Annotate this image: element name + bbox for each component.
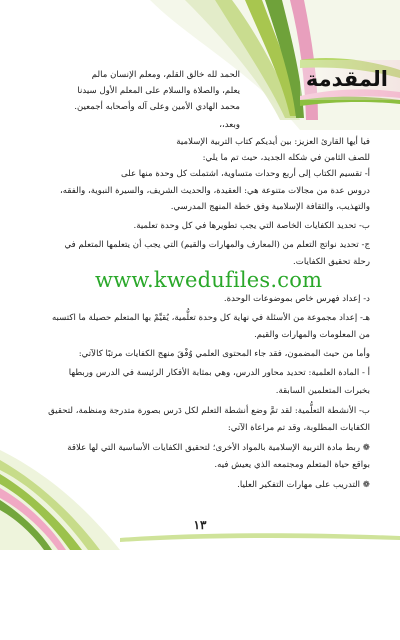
text-line: ج- تحديد نواتج التعلم من (المعارف والمهارات والقيم) التي يجب أن يتعلمها المتعلم في: [64, 240, 370, 250]
decorative-swirl-bottom: [0, 440, 400, 560]
text-line: يعلم، والصلاة والسلام على المعلم الأول سيدنا: [77, 86, 240, 96]
text-line: بخبرات المتعلمين السابقة.: [275, 386, 370, 396]
text-line: وأما من حيث المضمون، فقد جاء المحتوى العلمي وُفْقَ منهج الكفايات مرتبًا كالآتي:: [78, 349, 370, 359]
watermark: www.kwedufiles.com: [95, 268, 323, 292]
text-line: رحلة تحقيق الكفايات.: [293, 257, 370, 267]
text-line: والتهذيب، والثقافة الإسلامية وفق خطة المنهج المدرسي.: [170, 202, 370, 212]
blank-area: [0, 560, 400, 640]
text-line: ب- تحديد الكفايات الخاصة التي يجب تطويرها في كل وحدة تعلمية.: [133, 221, 370, 231]
text-line: دروس عدة من مجالات متنوعة هي: العقيدة، والحديث الشريف، والسيرة النبوية، والفقه،: [60, 186, 370, 196]
text-line: بواقع حياة المتعلم ومجتمعه الذي يعيش فيه.: [214, 460, 370, 470]
text-line: محمد الهادي الأمين وعلى آله وأصحابه أجمعين.: [74, 102, 240, 112]
text-line: الكفايات المطلوبة، وقد تم مراعاة الآتي:: [227, 423, 370, 433]
text-line: للصف الثامن في شكله الجديد، حيث تم ما يلي:: [202, 153, 370, 163]
text-line: ب- الأنشطة التعلُّمية: لقد تمَّ وضع أنشطة التعلم لكل دَرس بصورة متدرجة ومنظمة، لتحقيق: [48, 406, 370, 416]
text-line: فيا أيها القارئ العزيز: بين أيديكم كتاب التربية الإسلامية: [176, 137, 370, 147]
page-number: ١٣: [193, 518, 207, 532]
text-line: ❁ التدريب على مهارات التفكير العليا.: [237, 480, 370, 490]
text-line: من المعلومات والمهارات والقيم.: [254, 330, 370, 340]
page-title: المقدمة: [305, 67, 388, 91]
text-line: وبعد،،: [219, 120, 240, 130]
text-line: الحمد لله خالق القلم، ومعلم الإنسان مالم: [91, 70, 240, 80]
text-line: ❁ ربط مادة التربية الإسلامية بالمواد الأخرى؛ لتحقيق الكفايات الأساسية التي لها علاقة: [67, 443, 370, 453]
text-line: هـ- إعداد مجموعة من الأسئلة في نهاية كل وحدة تعلُّمية، يُقيِّمْ بها المتعلم حصيلة ما اكتسبه: [51, 313, 370, 323]
text-line: أ- تقسيم الكتاب إلى أربع وحدات متساوية، اشتملت كل وحدة منها على: [120, 169, 370, 179]
text-line: د- إعداد فهرس خاص بموضوعات الوحدة.: [223, 294, 370, 304]
text-line: أ - المادة العلمية: تحديد محاور الدرس، وهي بمثابة الأفكار الرئيسة في الدرس وربطها: [68, 368, 370, 378]
